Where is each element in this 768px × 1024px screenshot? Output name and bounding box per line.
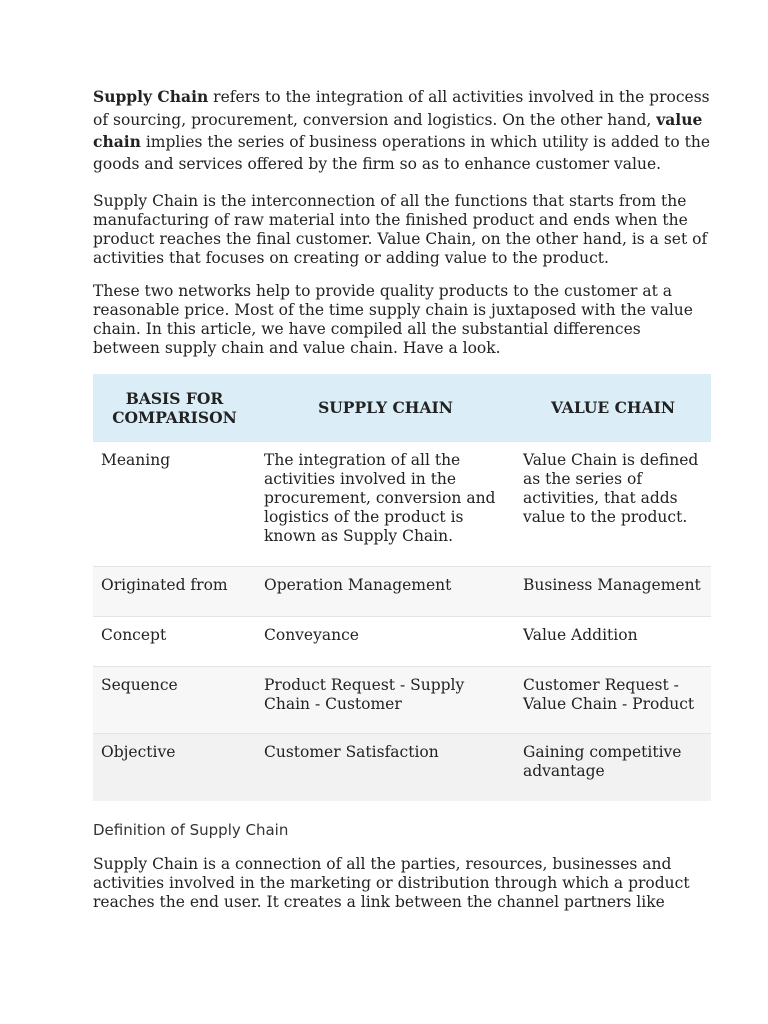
row-label: Meaning — [93, 442, 256, 567]
row-label: Sequence — [93, 667, 256, 734]
intro-text-2: implies the series of business operations in which utility is added to the goods and services offered by the firm so as to enhance customer value. — [93, 133, 710, 173]
header-basis: BASIS FOR COMPARISON — [93, 374, 256, 442]
supply-chain-cell: Customer Satisfaction — [256, 734, 515, 802]
comparison-table — [93, 374, 711, 801]
header-value-chain: VALUE CHAIN — [515, 374, 711, 442]
supply-chain-term: Supply Chain — [93, 87, 209, 106]
table-row — [93, 567, 711, 617]
paragraph-interconnection: Supply Chain is the interconnection of all the functions that starts from the manufacturing of raw material into the finished product and ends when the product reaches the final customer. Value Chain, on the other hand, is a set of activities that focuses on creating or adding value to the product. — [93, 192, 708, 267]
table-row — [93, 442, 711, 567]
table-row — [93, 734, 711, 802]
value-chain-cell: Value Chain is defined as the series of activities, that adds value to the product. — [515, 442, 711, 567]
value-chain-cell: Business Management — [515, 567, 711, 617]
article-body — [93, 86, 711, 912]
table-row — [93, 667, 711, 734]
paragraph-networks: These two networks help to provide quality products to the customer at a reasonable price. Most of the time supply chain is juxtaposed with the value chain. In this article, we have compiled all the substantial differences between supply chain and value chain. Have a look. — [93, 282, 693, 357]
supply-chain-cell: Product Request - Supply Chain - Customer — [256, 667, 515, 734]
section-heading: Definition of Supply Chain — [93, 821, 289, 839]
row-label: Originated from — [93, 567, 256, 617]
value-chain-cell: Customer Request - Value Chain - Product — [515, 667, 711, 734]
header-supply-chain: SUPPLY CHAIN — [256, 374, 515, 442]
row-label: Objective — [93, 734, 256, 802]
row-label: Concept — [93, 617, 256, 667]
table-row — [93, 617, 711, 667]
value-chain-cell: Gaining competitive advantage — [515, 734, 711, 802]
table-header-row — [93, 374, 711, 442]
intro-paragraph — [93, 86, 711, 175]
supply-chain-cell: The integration of all the activities involved in the procurement, conversion and logistics of the product is known as Supply Chain. — [256, 442, 515, 567]
intro-text-1: refers to the integration of all activities involved in the process of sourcing, procurement, conversion and logistics. On the other hand, — [93, 88, 710, 129]
value-chain-term: value chain — [93, 109, 703, 151]
supply-chain-cell: Operation Management — [256, 567, 515, 617]
supply-chain-cell: Conveyance — [256, 617, 515, 667]
value-chain-cell: Value Addition — [515, 617, 711, 667]
paragraph-definition: Supply Chain is a connection of all the parties, resources, businesses and activities involved in the marketing or distribution through which a product reaches the end user. It creates a link between the channel partners like — [93, 855, 690, 911]
